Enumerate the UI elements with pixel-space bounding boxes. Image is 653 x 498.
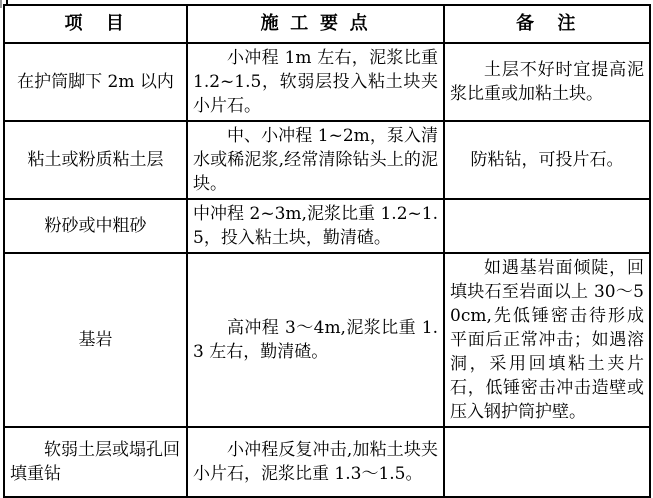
- notes-text: 如遇基岩面倾陡，回填块石至岩面以上 30～50cm,先低锤密击待形成平面后正常冲击；如遇溶洞，采用回填粘土夹片石，低锤密击冲击造壁或压入钢护筒护壁。: [450, 258, 644, 422]
- item-cell: 粉砂或中粗砂: [4, 199, 187, 253]
- table-header-row: [4, 5, 650, 43]
- points-cell: [187, 199, 444, 253]
- table-row: [4, 199, 650, 253]
- points-text: 小冲程反复冲击,加粘土块夹小片石，泥浆比重 1.3～1.5。: [193, 440, 438, 484]
- notes-cell: [444, 427, 650, 497]
- construction-key-points-table: [3, 4, 651, 498]
- table-row: [4, 121, 650, 199]
- table-row: [4, 43, 650, 121]
- table-row: [4, 427, 650, 497]
- notes-cell: [444, 43, 650, 121]
- item-cell: 在护筒脚下 2m 以内: [4, 43, 187, 121]
- notes-text: 土层不好时宜提高泥浆比重或加粘土块。: [450, 60, 644, 104]
- item-cell: 基岩: [4, 253, 187, 427]
- points-cell: [187, 427, 444, 497]
- column-header-points: 施 工 要 点: [187, 5, 444, 43]
- points-cell: [187, 253, 444, 427]
- points-text: 中、小冲程 1~2m，泵入清水或稀泥浆,经常清除钻头上的泥块。: [193, 126, 438, 194]
- notes-cell: [444, 253, 650, 427]
- points-text: 小冲程 1m 左右，泥浆比重 1.2~1.5，软弱层投入粘土块夹小片石。: [193, 48, 438, 116]
- column-header-notes: 备 注: [444, 5, 650, 43]
- notes-cell: [444, 199, 650, 253]
- points-cell: [187, 121, 444, 199]
- item-cell: 粘土或粉质粘土层: [4, 121, 187, 199]
- table-row: [4, 253, 650, 427]
- points-cell: [187, 43, 444, 121]
- points-text: 高冲程 3～4m,泥浆比重 1.3 左右，勤清碴。: [193, 318, 438, 362]
- item-text: 软弱土层或塌孔回填重钻: [10, 440, 180, 484]
- points-text: 中冲程 2~3m,泥浆比重 1.2~1.5，投入粘土块，勤清碴。: [193, 204, 438, 248]
- notes-cell: 防粘钻，可投片石。: [444, 121, 650, 199]
- crop-remnant-line: [0, 0, 2, 8]
- column-header-item: 项 目: [4, 5, 187, 43]
- item-cell: [4, 427, 187, 497]
